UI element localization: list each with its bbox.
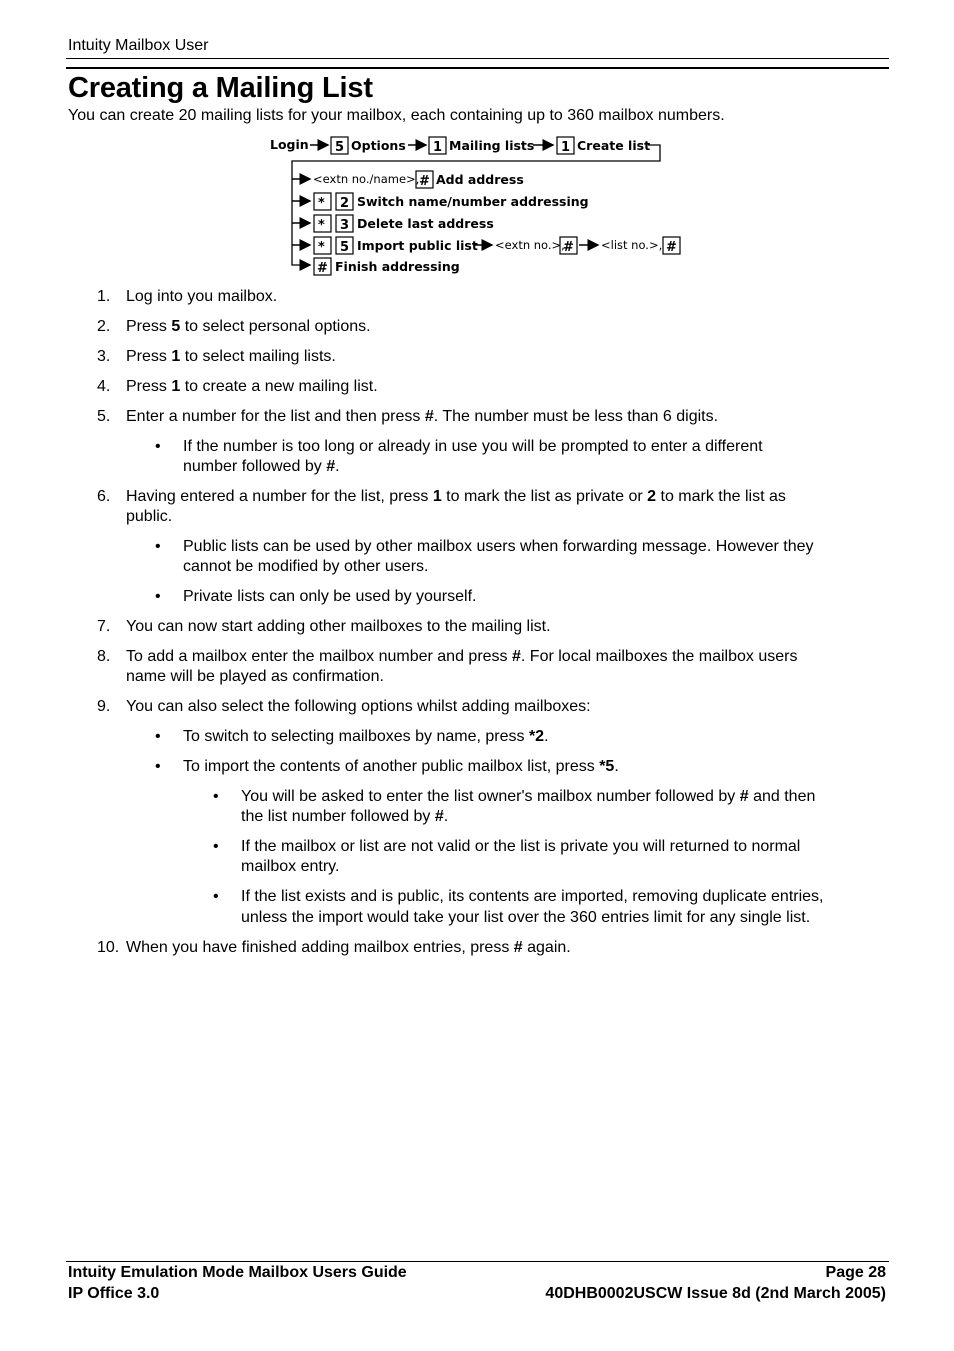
- bullet-6-1: •: [155, 538, 161, 555]
- step-4-text: Press 1 to create a new mailing list.: [126, 378, 378, 395]
- diagram-mailing-lists: Mailing lists: [449, 138, 535, 153]
- bullet-9-2-2: •: [213, 838, 219, 855]
- diagram-row4-label: Import public list: [357, 238, 478, 253]
- menu-navigation-diagram: [268, 134, 688, 279]
- step-9-sub-bullet-2-line-1: If the mailbox or list are not valid or the list is private you will returned to normal: [241, 838, 801, 855]
- page-title: Creating a Mailing List: [68, 72, 373, 104]
- footer-guide-title: Intuity Emulation Mode Mailbox Users Guide: [68, 1264, 407, 1281]
- diagram-key-5: 5: [335, 140, 345, 155]
- step-6-number: 6.: [97, 488, 111, 505]
- diagram-row3-key1: *: [318, 218, 325, 233]
- step-9-sub-bullet-3-line-1: If the list exists and is public, its contents are imported, removing duplicate entries,: [241, 888, 824, 905]
- diagram-row4-key3: #: [563, 240, 574, 255]
- diagram-row3-label: Delete last address: [357, 216, 494, 231]
- step-8-text-line-2: name will be played as confirmation.: [126, 668, 384, 685]
- bullet-9-2: •: [155, 758, 161, 775]
- header-rule-top: [66, 58, 889, 59]
- bullet-9-2-1: •: [213, 788, 219, 805]
- bullet-6-2: •: [155, 588, 161, 605]
- step-8-number: 8.: [97, 648, 111, 665]
- diagram-login: Login: [270, 137, 309, 152]
- diagram-row2-label: Switch name/number addressing: [357, 194, 589, 209]
- step-7-text: You can now start adding other mailboxes to the mailing list.: [126, 618, 551, 635]
- diagram-row4-key2: 5: [340, 240, 350, 255]
- step-10-number: 10.: [97, 939, 120, 956]
- diagram-create-list: Create list: [577, 138, 651, 153]
- diagram-row1-label: Add address: [436, 172, 524, 187]
- diagram-row2-key2: 2: [340, 196, 350, 211]
- diagram-row5-key: #: [317, 261, 328, 276]
- step-3-text: Press 1 to select mailing lists.: [126, 348, 336, 365]
- footer-rule: [66, 1261, 889, 1262]
- step-9-number: 9.: [97, 698, 111, 715]
- step-9-text: You can also select the following options whilst adding mailboxes:: [126, 698, 591, 715]
- footer-issue: 40DHB0002USCW Issue 8d (2nd March 2005): [545, 1285, 886, 1302]
- step-9-sub-bullet-1-line-2: the list number followed by #.: [241, 808, 449, 825]
- step-8-text: To add a mailbox enter the mailbox number and press #. For local mailboxes the mailbox users: [126, 648, 798, 665]
- step-7-number: 7.: [97, 618, 111, 635]
- footer-page-number: Page 28: [825, 1264, 886, 1281]
- step-10-text: When you have finished adding mailbox entries, press # again.: [126, 939, 571, 956]
- step-4-number: 4.: [97, 378, 111, 395]
- diagram-key-1b: 1: [561, 140, 571, 155]
- bullet-5-1: •: [155, 438, 161, 455]
- step-1-number: 1.: [97, 288, 111, 305]
- step-5-bullet-1-line-1: If the number is too long or already in use you will be prompted to enter a different: [183, 438, 763, 455]
- step-3-number: 3.: [97, 348, 111, 365]
- diagram-row4-field1: <extn no.>,: [495, 238, 565, 252]
- intro-paragraph: You can create 20 mailing lists for your mailbox, each containing up to 360 mailbox numbers.: [68, 107, 725, 124]
- diagram-row2-key1: *: [318, 196, 325, 211]
- step-9-bullet-1: To switch to selecting mailboxes by name, press *2.: [183, 728, 549, 745]
- diagram-options: Options: [351, 138, 406, 153]
- step-6-bullet-1-line-2: cannot be modified by other users.: [183, 558, 429, 575]
- diagram-row1-field: <extn no./name>,: [313, 172, 420, 186]
- header-rule-bottom: [66, 67, 889, 69]
- bullet-9-2-3: •: [213, 888, 219, 905]
- step-5-text: Enter a number for the list and then press #. The number must be less than 6 digits.: [126, 408, 719, 425]
- step-6-text: Having entered a number for the list, press 1 to mark the list as private or 2 to mark the list as: [126, 488, 786, 505]
- diagram-row5-label: Finish addressing: [335, 259, 460, 274]
- diagram-key-1a: 1: [433, 140, 443, 155]
- step-9-sub-bullet-3-line-2: unless the import would take your list over the 360 entries limit for any single list.: [241, 909, 811, 926]
- diagram-row1-key: #: [419, 174, 430, 189]
- diagram-row4-key1: *: [318, 240, 325, 255]
- step-9-bullet-2: To import the contents of another public mailbox list, press *5.: [183, 758, 619, 775]
- step-5-number: 5.: [97, 408, 111, 425]
- step-9-sub-bullet-2-line-2: mailbox entry.: [241, 858, 340, 875]
- step-6-bullet-1-line-1: Public lists can be used by other mailbox users when forwarding message. However they: [183, 538, 814, 555]
- step-2-text: Press 5 to select personal options.: [126, 318, 371, 335]
- step-6-text-line-2: public.: [126, 508, 173, 525]
- step-2-number: 2.: [97, 318, 111, 335]
- diagram-row3-key2: 3: [340, 218, 350, 233]
- step-5-bullet-1-line-2: number followed by #.: [183, 458, 340, 475]
- step-1-text: Log into you mailbox.: [126, 288, 278, 305]
- footer-product: IP Office 3.0: [68, 1285, 160, 1302]
- diagram-row4-key4: #: [666, 240, 677, 255]
- diagram-row4-field2: <list no.>,: [601, 238, 663, 252]
- step-6-bullet-2: Private lists can only be used by yourself.: [183, 588, 477, 605]
- running-header: Intuity Mailbox User: [68, 37, 209, 54]
- bullet-9-1: •: [155, 728, 161, 745]
- step-9-sub-bullet-1-line-1: You will be asked to enter the list owner's mailbox number followed by # and then: [241, 788, 816, 805]
